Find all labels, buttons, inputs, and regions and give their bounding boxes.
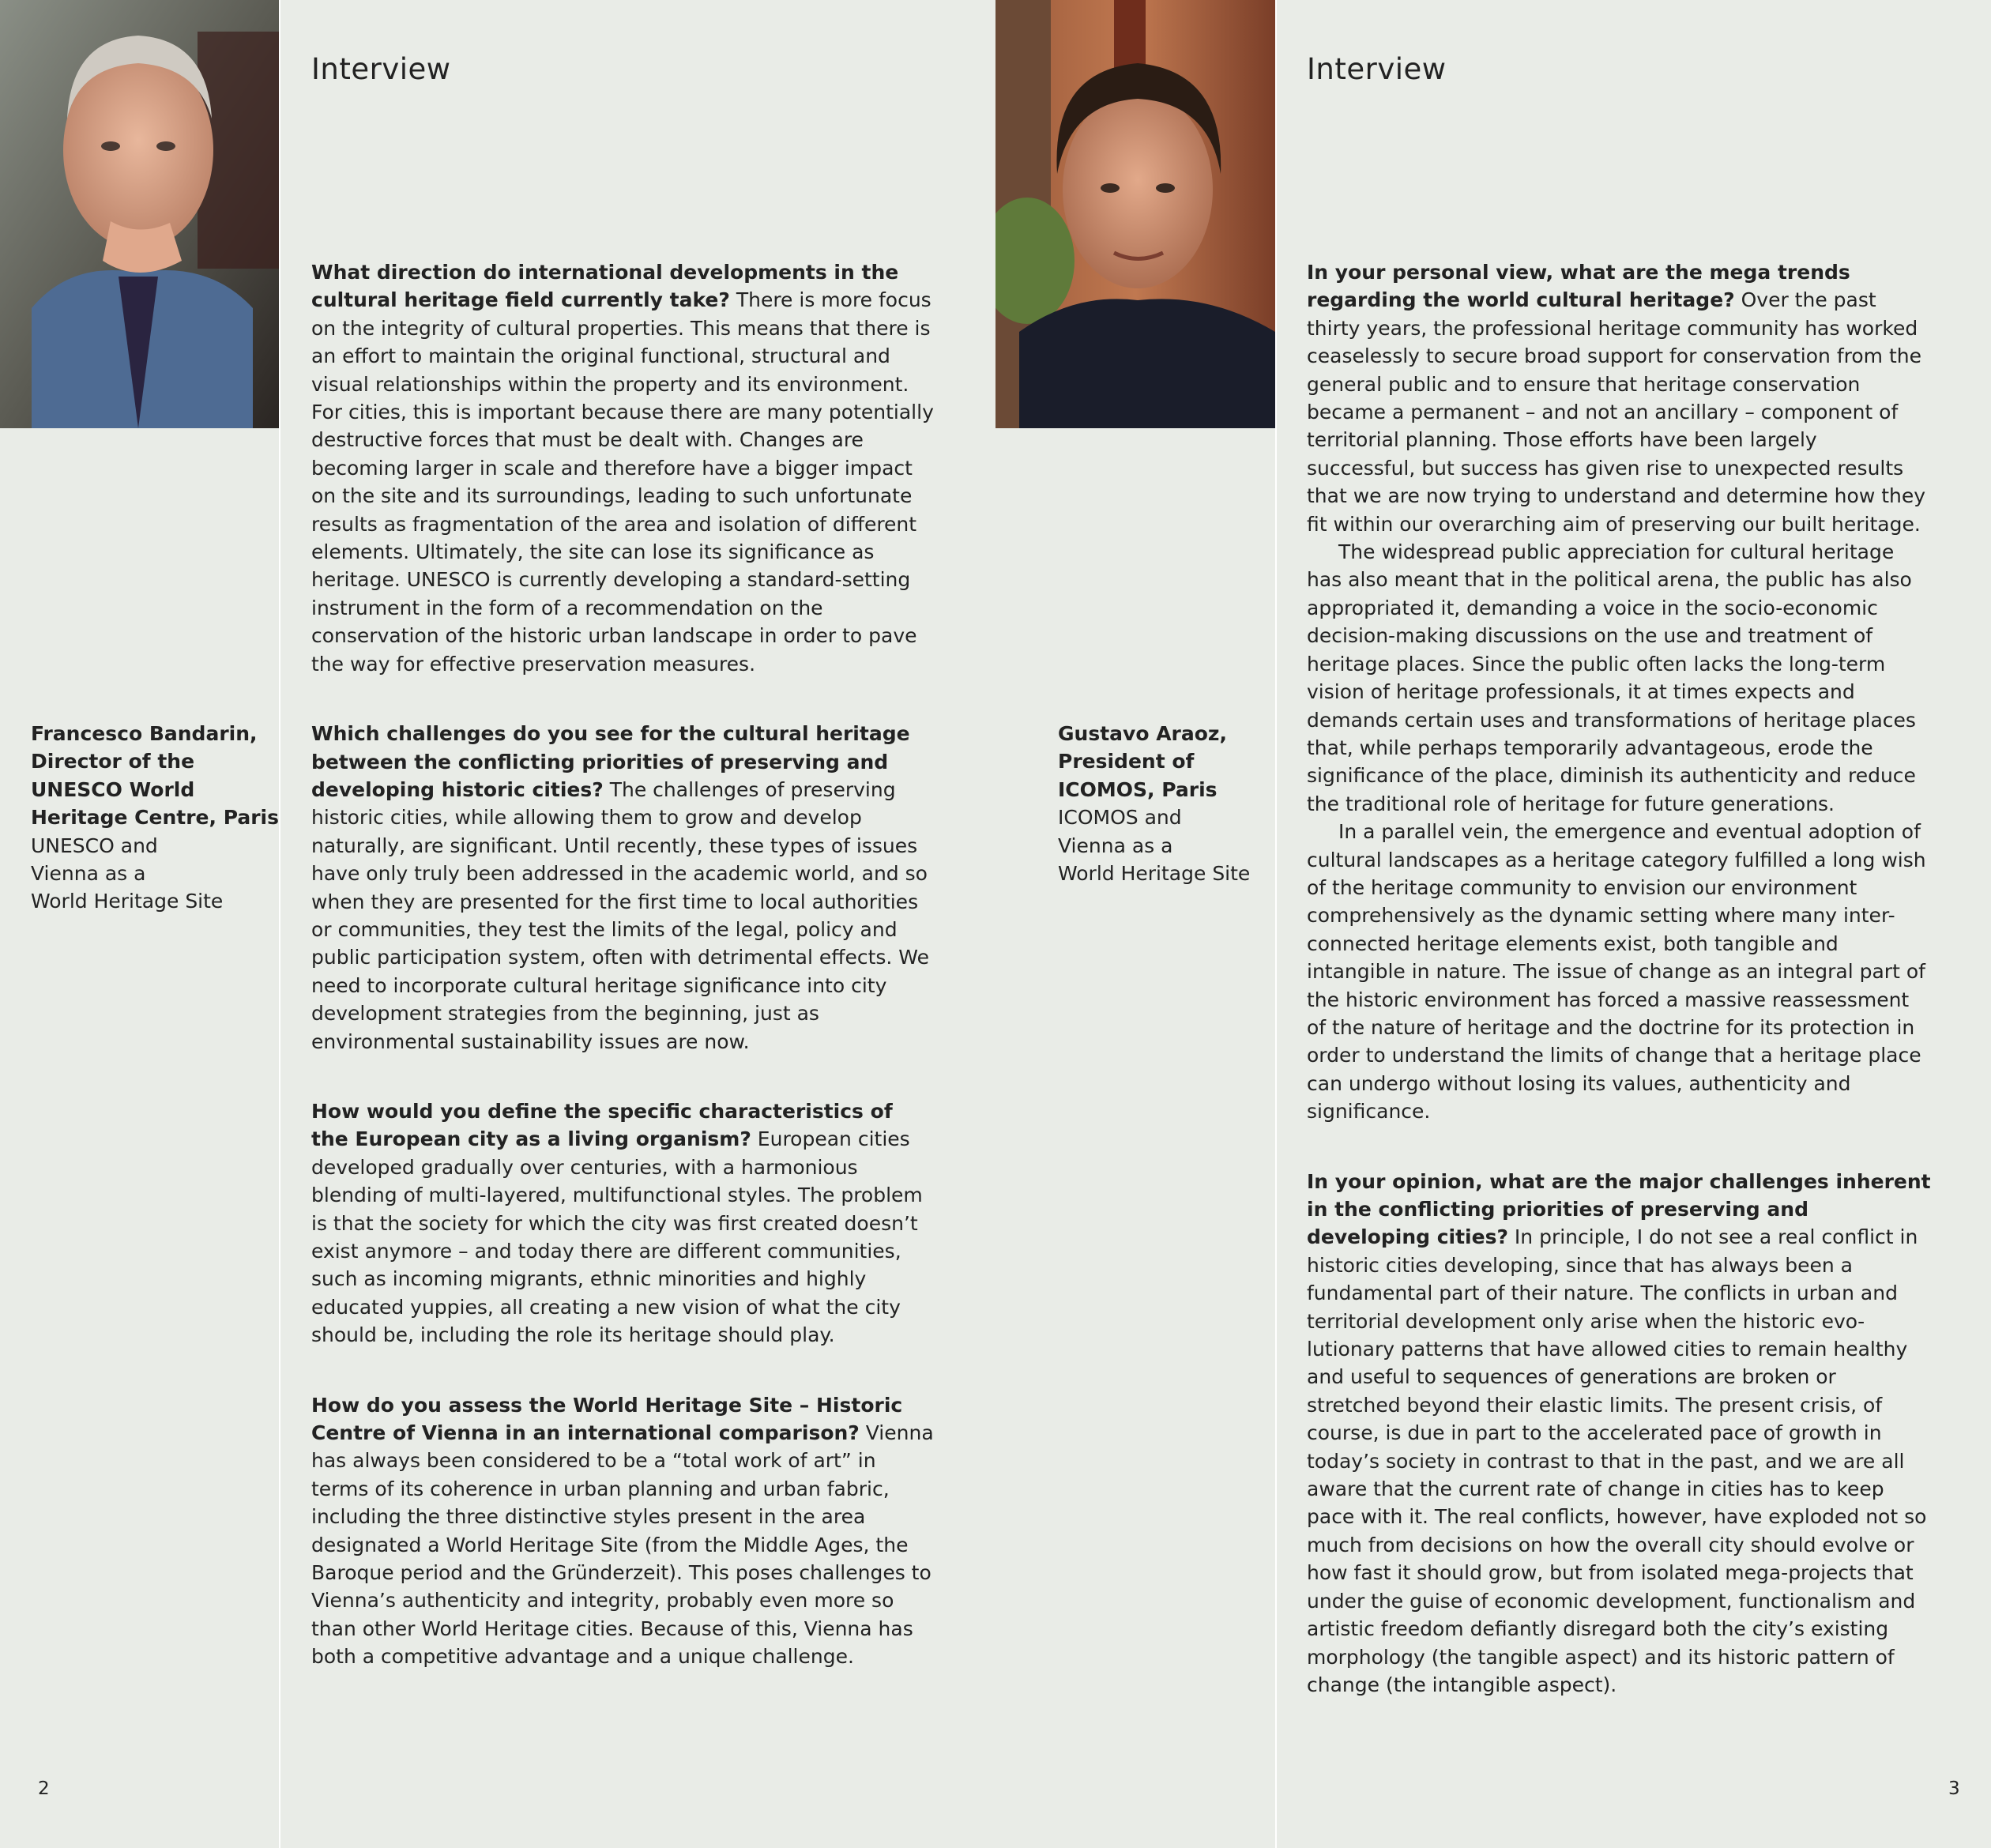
column-divider (279, 0, 280, 1848)
caption-name-line: Director of the (31, 750, 195, 773)
answer: There is more focus on the integrity of cultural properties. This means that there is an effort to maintain the original functional, structural and visual relationships within the property and its environment. For cities, this is important because there are many potentially destructive forces that must be dealt with. Changes are becoming larger in scale and therefore have a bigger impact on the site and its surroundings, leading to such unfortunate results as fragmentation of the area and isolation of different elements. Ultimately, the site can lose its significance as heritage. UNESCO is currently developing a standard-setting instrument in the form of a recommendation on the conservation of the historic urban landscape in order to pave the way for effective preservation measures. (311, 288, 934, 676)
caption-topic-line: Vienna as a (1058, 834, 1173, 857)
question: In your opinion, what are the major challenges inherent in the conflicting priorities of preserving and developing cities? (1307, 1169, 1931, 1249)
interview-body-right (1307, 258, 1931, 1741)
body-paragraph: The widespread public appreciation for cultural heritage has also meant that in the political arena, the public has also appropriated it, demanding a voice in the socio-economic decision-making discussions on the use and treatment of heritage places. Since the public often lacks the long-term vision of heritage professionals, it at times expects and demands certain uses and transformations of heritage places that, while perhaps temporarily advantageous, erode the significance of the place, diminish its authenticity and reduce the traditional role of heritage for future generations. (1307, 540, 1916, 815)
portrait-photo-bandarin (0, 0, 279, 428)
page-number: 2 (38, 1778, 50, 1799)
answer: Over the past thirty years, the professional heritage community has worked ceaselessly to secure broad support for conservation from the general public and to ensure that heritage conservation became a permanent – and not an ancillary – component of territorial planning. Those efforts have been largely successful, but success has given rise to unexpected results that we are now trying to understand and determine how they fit within our overarching aim of preserving our built heritage. (1307, 288, 1926, 536)
qa-paragraph (1307, 258, 1931, 538)
qa-paragraph (311, 1391, 935, 1671)
answer: In principle, I do not see a real conflict in historic cities developing, since that has always been a fundamental part of their nature. The conflicts in urban and territorial development only arise when the historic evolutionary patterns that have allowed cities to remain healthy and useful to sequences of generations are broken or stretched beyond their elastic limits. The present crisis, of course, is due in part to the accelerated pace of growth in today’s society in contrast to that in the past, and we are all aware that the current rate of change in cities has to keep pace with it. The real conflicts, however, have exploded not so much from decisions on how the overall city should evolve or how fast it should grow, but from isolated mega-projects that under the guise of economic development, functionalism and artistic freedom defiantly disregard both the city’s existing morphology (the tangible aspect) and its historic pattern of change (the intangible aspect). (1307, 1225, 1927, 1696)
question: How would you define the specific characteristics of the European city as a living organism? (311, 1099, 893, 1151)
question: How do you assess the World Heritage Site – Historic Centre of Vienna in an international comparison? (311, 1393, 903, 1445)
caption-topic-line: ICOMOS and (1058, 806, 1182, 830)
portrait-photo-araoz (996, 0, 1275, 428)
caption-topic-line: UNESCO and (31, 834, 158, 857)
caption-name-line: UNESCO World (31, 777, 195, 801)
caption-name-line: Francesco Bandarin, (31, 722, 258, 745)
caption-topic-line: World Heritage Site (1058, 862, 1251, 886)
page-heading: Interview (311, 52, 451, 86)
caption-name-line: ICOMOS, Paris (1058, 777, 1218, 801)
caption-name-line: Heritage Centre, Paris (31, 806, 279, 830)
question: Which challenges do you see for the cultural heritage between the conflicting priorities of preserving and developing historic cities? (311, 722, 910, 801)
question: In your personal view, what are the mega trends regarding the world cultural heritage? (1307, 261, 1850, 312)
interviewee-caption (1058, 720, 1250, 887)
qa-paragraph (311, 1097, 935, 1349)
answer: European cities developed gradually over centuries, with a harmonious blending of multi-layered, multifunctional styles. The problem is that the society for which the city was first created doesn’t exist anymore – and today there are different communities, such as incoming migrants, ethnic minorities and highly educated yuppies, all creating a new vision of what the city should be, including the role its heritage should play. (311, 1127, 923, 1347)
answer: The challenges of preserving historic cities, while allowing them to grow and develop naturally, are significant. Until recently, these types of issues have only truly been addressed in the academic world, and so when they are presented for the first time to local authorities or communities, they test the limits of the legal, policy and public participation system, often with detrimental effects. We need to incorporate cultural heritage significance into city development strategies from the beginning, just as environmental sustainability issues are now. (311, 777, 929, 1053)
qa-paragraph (1307, 1168, 1931, 1699)
question: What direction do international developments in the cultural heritage field currently take? (311, 261, 899, 312)
interview-body-left (311, 258, 935, 1713)
page-heading: Interview (1307, 52, 1447, 86)
body-paragraph: In a parallel vein, the emergence and eventual adoption of cultural landscapes as a heritage category fulfilled a long wish of the heritage community to envision our environment comprehensively as the dynamic setting where many inter-connected heritage elements exist, both tangible and intangible in nature. The issue of change as an integral part of the historic environment has forced a massive reassessment of the nature of heritage and the doctrine for its protection in order to understand the limits of change that a heritage place can undergo without losing its values, authenticity and significance. (1307, 820, 1926, 1123)
qa-paragraph (311, 258, 935, 678)
page-number: 3 (1948, 1778, 1960, 1799)
column-divider (1275, 0, 1277, 1848)
caption-topic-line: Vienna as a (31, 862, 146, 886)
caption-name-line: President of (1058, 750, 1195, 773)
caption-name-line: Gustavo Araoz, (1058, 722, 1227, 745)
caption-topic-line: World Heritage Site (31, 890, 224, 913)
answer: Vienna has always been considered to be a “total work of art” in terms of its coherence in urban planning and urban fabric, including the three distinctive styles present in the area designated a World Heritage Site (from the Middle Ages, the Baroque period and the Gründerzeit). This poses challenges to Vienna’s authenticity and integrity, probably even more so than other World Heritage cities. Because of this, Vienna has both a competitive advantage and a unique challenge. (311, 1421, 934, 1669)
qa-paragraph (311, 720, 935, 1056)
interviewee-caption (31, 720, 279, 916)
